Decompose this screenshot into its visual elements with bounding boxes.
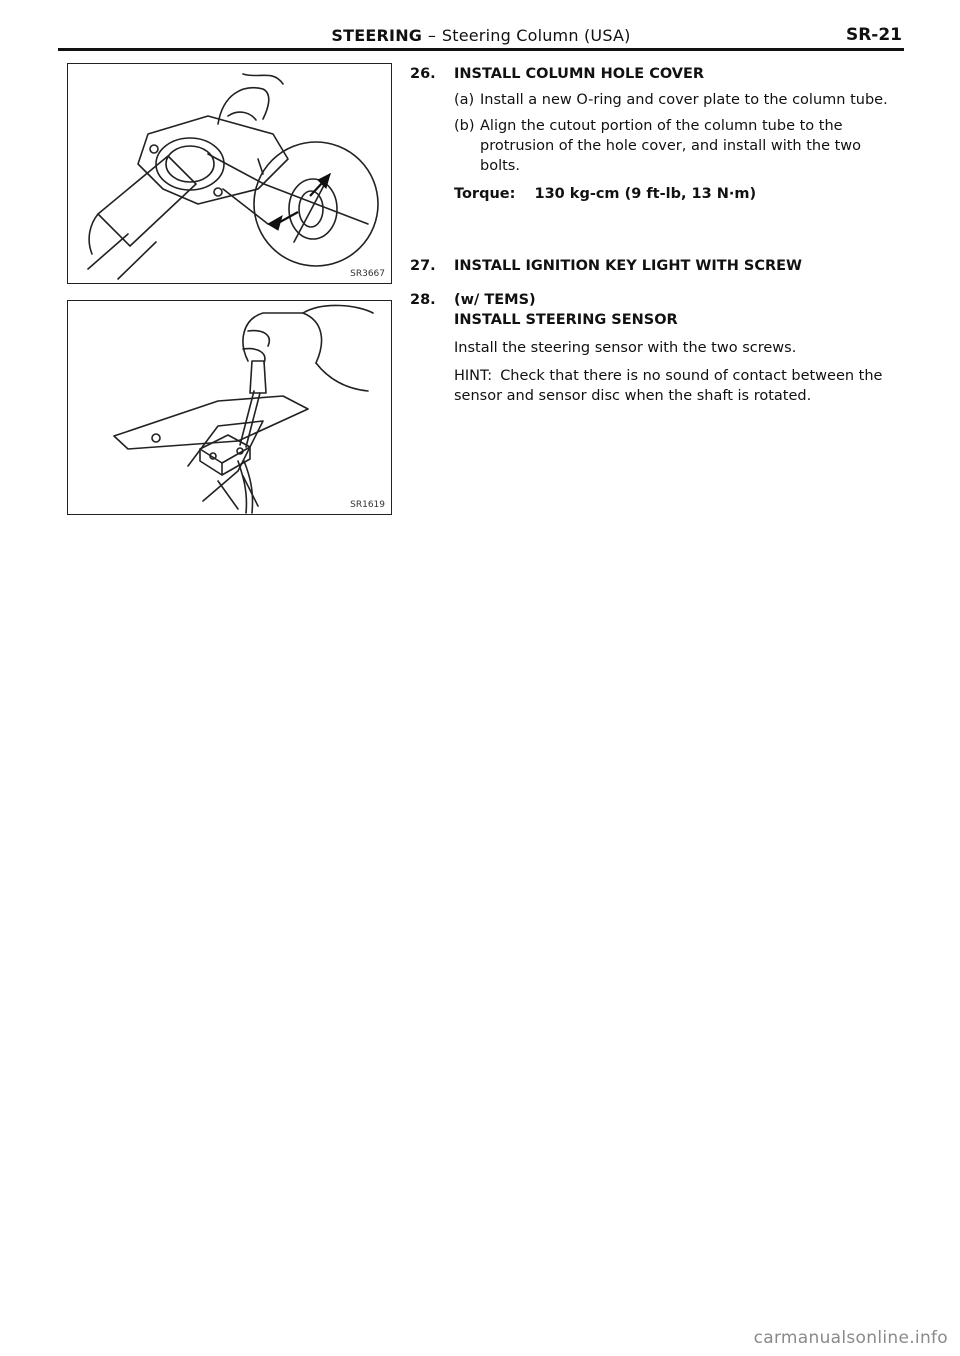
step-number: 27. [410,258,436,274]
list-item [454,90,900,110]
step-heading [410,256,900,276]
step-text: Install the steering sensor with the two screws. [454,340,797,356]
step-number: 26. [410,66,436,82]
header-title [58,26,904,45]
step-28 [410,290,900,406]
hint-text: Check that there is no sound of contact between the sensor and sensor disc when the shaft is rotated. [454,368,883,404]
header-separator: – [427,26,437,45]
list-item [454,116,900,176]
step-heading-line2 [410,310,900,330]
hint-label: HINT: [454,368,493,384]
steering-sensor-illustration [68,301,391,514]
step-27 [410,256,900,276]
instructions [410,64,900,414]
figure-column-hole-cover [67,63,392,284]
figure-code: SR3667 [350,269,385,279]
torque-value: 130 kg-cm (9 ft-lb, 13 N·m) [534,186,757,202]
section-subtitle: Steering Column (USA) [441,26,631,45]
step-title-line2: INSTALL STEERING SENSOR [454,312,678,328]
step-title: INSTALL IGNITION KEY LIGHT WITH SCREW [454,258,803,274]
figure-code: SR1619 [350,500,385,510]
torque-spec [454,184,900,204]
step-26 [410,64,900,204]
step-heading [410,290,900,310]
figure-steering-sensor [67,300,392,515]
step-number: 28. [410,292,436,308]
step-title: INSTALL COLUMN HOLE COVER [454,66,705,82]
step-title-line1: (w/ TEMS) [454,292,536,308]
hint [454,366,900,406]
spacer [410,212,900,256]
step-heading [410,64,900,84]
page-header [58,24,904,51]
item-label: (b) [454,118,475,134]
page-number: SR-21 [845,25,902,45]
section-name: STEERING [331,26,423,45]
step-number-spacer [410,310,454,330]
item-label: (a) [454,92,475,108]
torque-label: Torque: [454,186,516,202]
watermark: carmanualsonline.info [753,1328,948,1348]
item-text: Install a new O-ring and cover plate to the column tube. [480,92,888,108]
column-hole-cover-illustration [68,64,391,283]
item-text: Align the cutout portion of the column tube to the protrusion of the hole cover, and install with the two bolts. [480,118,862,174]
